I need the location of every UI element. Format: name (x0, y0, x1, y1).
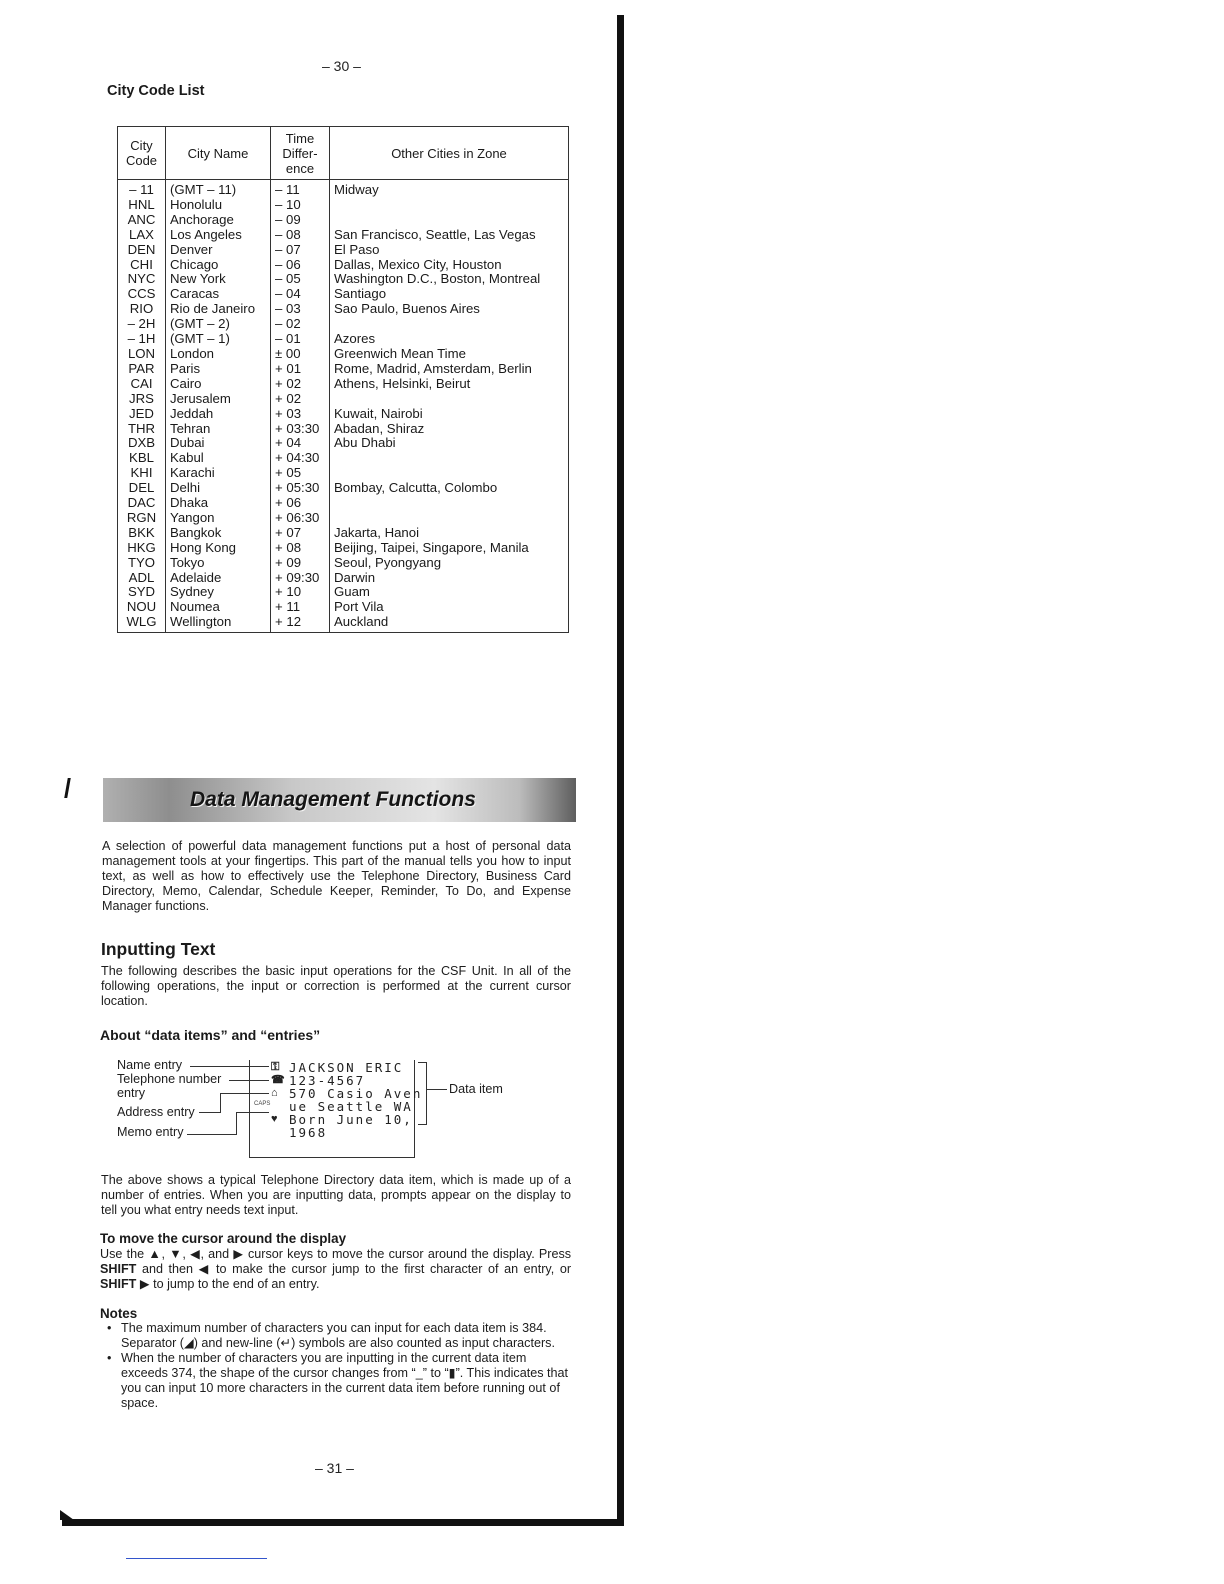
cell-time-difference: + 02 (271, 377, 330, 392)
cursor-block-icon: ▮ (448, 1366, 456, 1380)
cursor-text-2: cursor keys to move the cursor around the display. Press (247, 1247, 572, 1261)
cell-city-name: (GMT – 2) (166, 317, 271, 332)
cell-other-cities (330, 213, 569, 228)
cell-time-difference: + 03:30 (271, 422, 330, 437)
cell-other-cities (330, 496, 569, 511)
cell-city-name: Noumea (166, 600, 271, 615)
cell-other-cities: Athens, Helsinki, Beirut (330, 377, 569, 392)
cell-city-code: TYO (118, 556, 166, 571)
cell-city-code: LON (118, 347, 166, 362)
cell-other-cities (330, 317, 569, 332)
cell-city-name: Bangkok (166, 526, 271, 541)
cell-city-name: Paris (166, 362, 271, 377)
table-row (118, 556, 569, 571)
cell-time-difference: – 03 (271, 302, 330, 317)
bracket-bottom (418, 1124, 426, 1125)
cell-city-code: LAX (118, 228, 166, 243)
page-number-bottom: – 31 – (315, 1460, 354, 1476)
bracket-top (418, 1062, 426, 1063)
label-data-item: Data item (449, 1082, 503, 1096)
table-row (118, 451, 569, 466)
table-row (118, 347, 569, 362)
cell-city-name: (GMT – 11) (166, 180, 271, 198)
cell-other-cities: Darwin (330, 571, 569, 586)
lcd-line-4: ue Seattle WA (289, 1099, 413, 1114)
cell-city-name: (GMT – 1) (166, 332, 271, 347)
table-row (118, 600, 569, 615)
cell-city-code: – 1H (118, 332, 166, 347)
table-row (118, 511, 569, 526)
cell-other-cities: Auckland (330, 615, 569, 632)
cell-time-difference: – 08 (271, 228, 330, 243)
table-row (118, 228, 569, 243)
cell-other-cities: El Paso (330, 243, 569, 258)
lcd-line-2: 123-4567 (289, 1073, 366, 1088)
cell-city-code: BKK (118, 526, 166, 541)
cell-city-code: WLG (118, 615, 166, 632)
cell-other-cities: Port Vila (330, 600, 569, 615)
cell-other-cities: Beijing, Taipei, Singapore, Manila (330, 541, 569, 556)
page-corner-mark (60, 1510, 74, 1520)
table-row (118, 332, 569, 347)
label-telephone-number: Telephone number (117, 1072, 222, 1086)
cursor-text-3: and then (141, 1262, 194, 1276)
cell-city-code: JED (118, 407, 166, 422)
cell-time-difference: – 06 (271, 258, 330, 273)
cell-city-code: KHI (118, 466, 166, 481)
table-row (118, 362, 569, 377)
cell-time-difference: – 11 (271, 180, 330, 198)
table-row (118, 243, 569, 258)
cell-city-code: THR (118, 422, 166, 437)
label-name-entry: Name entry (117, 1058, 183, 1072)
table-header-row (118, 127, 569, 180)
lcd-line-5: Born June 10, (289, 1112, 413, 1127)
cell-city-name: Hong Kong (166, 541, 271, 556)
table-row (118, 377, 569, 392)
cell-time-difference: – 05 (271, 272, 330, 287)
heading-about-data-items: About “data items” and “entries” (100, 1027, 321, 1043)
cell-city-code: ANC (118, 213, 166, 228)
name-icon: ⚿ (271, 1061, 280, 1073)
right-arrow-icon: ▶ (139, 1277, 150, 1291)
intro-paragraph: A selection of powerful data management functions put a host of personal data management tools at your fingertips. This part of the manual tells you how to input text, as well as how to effectively use the Telephone Directory, Business Card Directory, Memo, Calendar, Schedule Keeper, Reminder, To Do, and Expense Manager functions. (102, 839, 571, 913)
cell-time-difference: – 07 (271, 243, 330, 258)
cell-city-name: Delhi (166, 481, 271, 496)
table-row (118, 466, 569, 481)
cell-other-cities: Abadan, Shiraz (330, 422, 569, 437)
table-row (118, 526, 569, 541)
note-item-2: • When the number of characters you are inputting in the current data item exceeds 374, the shape of the cursor changes from “_” to “▮”. This indicates that you can input 10 more characters in the current data item before running out of space. (101, 1351, 571, 1411)
cell-city-code: NYC (118, 272, 166, 287)
page-number-top: – 30 – (322, 58, 361, 74)
city-code-table (117, 126, 569, 633)
cell-time-difference: – 09 (271, 213, 330, 228)
down-arrow-icon: ▼ (169, 1247, 183, 1261)
cell-time-difference: + 02 (271, 392, 330, 407)
cursor-text-1: Use the (100, 1247, 145, 1261)
cell-time-difference: + 05:30 (271, 481, 330, 496)
cell-city-name: London (166, 347, 271, 362)
cell-other-cities (330, 511, 569, 526)
cell-other-cities: Azores (330, 332, 569, 347)
cell-city-name: New York (166, 272, 271, 287)
city-code-table-wrap (117, 126, 569, 633)
cell-city-code: – 2H (118, 317, 166, 332)
cursor-text-4: to make the cursor jump to the first character of an entry, or (216, 1262, 572, 1276)
inputting-paragraph: The following describes the basic input operations for the CSF Unit. In all of the following operations, the input or correction is performed at the current cursor location. (101, 964, 571, 1008)
cell-other-cities (330, 392, 569, 407)
cursor-paragraph: Use the ▲, ▼, ◀, and ▶ cursor keys to move the cursor around the display. Press SHIFT and then ◀ to make the cursor jump to the first character of an entry, or SHIFT ▶ to jump to the end of an entry. (100, 1247, 572, 1291)
cell-city-code: HKG (118, 541, 166, 556)
bracket-leader (427, 1089, 447, 1090)
cell-other-cities: Kuwait, Nairobi (330, 407, 569, 422)
cell-other-cities: Jakarta, Hanoi (330, 526, 569, 541)
left-arrow-icon: ◀ (198, 1262, 211, 1276)
cell-other-cities: Greenwich Mean Time (330, 347, 569, 362)
cell-time-difference: + 05 (271, 466, 330, 481)
cell-time-difference: ± 00 (271, 347, 330, 362)
cell-time-difference: + 09:30 (271, 571, 330, 586)
lcd-line-1: JACKSON ERIC (289, 1060, 404, 1075)
table-row (118, 392, 569, 407)
cell-city-name: Karachi (166, 466, 271, 481)
cell-other-cities: Santiago (330, 287, 569, 302)
cell-city-code: DAC (118, 496, 166, 511)
table-row (118, 407, 569, 422)
table-body (118, 180, 569, 633)
data-item-explanation: The above shows a typical Telephone Directory data item, which is made up of a number of entries. When you are inputting data, prompts appear on the display to tell you what entry needs text input. (101, 1173, 571, 1217)
cell-city-code: PAR (118, 362, 166, 377)
cell-other-cities: Abu Dhabi (330, 436, 569, 451)
cell-city-name: Jerusalem (166, 392, 271, 407)
table-row (118, 258, 569, 273)
telephone-icon: ☎ (271, 1074, 285, 1086)
label-address-entry: Address entry (117, 1105, 195, 1119)
table-row (118, 436, 569, 451)
left-arrow-icon: ◀ (190, 1247, 201, 1261)
table-row (118, 213, 569, 228)
bracket-vertical (426, 1062, 427, 1125)
section-title-city-code-list: City Code List (107, 83, 205, 99)
cursor-text-and: , and (200, 1247, 230, 1261)
cell-city-name: Rio de Janeiro (166, 302, 271, 317)
cell-city-code: DEN (118, 243, 166, 258)
header-city-code: City Code (118, 127, 166, 180)
heading-move-cursor: To move the cursor around the display (100, 1231, 347, 1246)
cell-time-difference: + 12 (271, 615, 330, 632)
cell-city-code: – 11 (118, 180, 166, 198)
lcd-line-3: 570 Casio Aven (289, 1086, 423, 1101)
lcd-line-6: 1968 (289, 1125, 328, 1140)
cell-other-cities: Washington D.C., Boston, Montreal (330, 272, 569, 287)
memo-icon: ♥ (271, 1113, 278, 1125)
cell-city-code: NOU (118, 600, 166, 615)
cell-time-difference: – 10 (271, 198, 330, 213)
cell-city-code: DXB (118, 436, 166, 451)
table-row (118, 422, 569, 437)
table-row (118, 496, 569, 511)
scan-blue-line (126, 1558, 267, 1559)
cell-city-code: CHI (118, 258, 166, 273)
cell-city-name: Dhaka (166, 496, 271, 511)
address-icon: ⌂ (271, 1087, 278, 1099)
cell-other-cities: Seoul, Pyongyang (330, 556, 569, 571)
cell-city-name: Wellington (166, 615, 271, 632)
cell-city-code: CAI (118, 377, 166, 392)
heading-inputting-text: Inputting Text (101, 939, 216, 959)
cell-other-cities: San Francisco, Seattle, Las Vegas (330, 228, 569, 243)
cell-time-difference: + 08 (271, 541, 330, 556)
cell-time-difference: + 07 (271, 526, 330, 541)
shift-key: SHIFT (100, 1262, 137, 1276)
cell-time-difference: + 10 (271, 585, 330, 600)
caps-indicator: CAPS (254, 1101, 271, 1107)
table-row (118, 198, 569, 213)
cell-city-name: Anchorage (166, 213, 271, 228)
leader-memo-h (187, 1134, 236, 1135)
cell-city-name: Sydney (166, 585, 271, 600)
table-row (118, 317, 569, 332)
cell-city-code: RIO (118, 302, 166, 317)
cell-other-cities: Rome, Madrid, Amsterdam, Berlin (330, 362, 569, 377)
table-row (118, 180, 569, 198)
cell-city-name: Dubai (166, 436, 271, 451)
cell-city-name: Adelaide (166, 571, 271, 586)
table-row (118, 272, 569, 287)
leader-address-h (199, 1112, 220, 1113)
cell-time-difference: + 04 (271, 436, 330, 451)
right-arrow-icon: ▶ (233, 1247, 244, 1261)
cell-city-code: DEL (118, 481, 166, 496)
cell-other-cities: Midway (330, 180, 569, 198)
label-telephone-entry: entry (117, 1086, 145, 1100)
cell-other-cities (330, 466, 569, 481)
note-item-1: • The maximum number of characters you can input for each data item is 384. Separator (◢) and new-line (↵) symbols are also counted as input characters. (101, 1321, 571, 1351)
header-time-difference: Time Differ- ence (271, 127, 330, 180)
table-row (118, 481, 569, 496)
separator-icon: ◢ (184, 1336, 194, 1350)
heading-notes: Notes (100, 1306, 138, 1321)
up-arrow-icon: ▲ (148, 1247, 162, 1261)
label-memo-entry: Memo entry (117, 1125, 184, 1139)
cell-other-cities: Guam (330, 585, 569, 600)
margin-mark (64, 778, 71, 798)
cell-city-code: SYD (118, 585, 166, 600)
table-row (118, 302, 569, 317)
cell-city-name: Tokyo (166, 556, 271, 571)
newline-icon: ↵ (280, 1336, 292, 1350)
cell-time-difference: – 02 (271, 317, 330, 332)
cell-time-difference: + 11 (271, 600, 330, 615)
banner-title: Data Management Functions (190, 788, 476, 811)
cell-time-difference: + 09 (271, 556, 330, 571)
header-other-cities: Other Cities in Zone (330, 127, 569, 180)
cell-time-difference: – 01 (271, 332, 330, 347)
header-city-name: City Name (166, 127, 271, 180)
table-row (118, 615, 569, 632)
leader-memo-v (236, 1112, 237, 1135)
cell-city-name: Yangon (166, 511, 271, 526)
cell-time-difference: + 06 (271, 496, 330, 511)
cursor-underscore-icon: _ (415, 1366, 423, 1380)
cell-time-difference: + 01 (271, 362, 330, 377)
cell-time-difference: + 06:30 (271, 511, 330, 526)
cell-city-name: Cairo (166, 377, 271, 392)
leader-address-v (220, 1093, 221, 1113)
cell-other-cities (330, 198, 569, 213)
cell-time-difference: – 04 (271, 287, 330, 302)
cell-time-difference: + 03 (271, 407, 330, 422)
page-spine-edge (617, 15, 624, 1526)
cell-other-cities: Sao Paulo, Buenos Aires (330, 302, 569, 317)
cell-city-code: HNL (118, 198, 166, 213)
cell-city-name: Chicago (166, 258, 271, 273)
cursor-text-5: to jump to the end of an entry. (153, 1277, 320, 1291)
table-row (118, 287, 569, 302)
table-row (118, 571, 569, 586)
cell-city-code: RGN (118, 511, 166, 526)
cell-city-code: ADL (118, 571, 166, 586)
cell-city-name: Kabul (166, 451, 271, 466)
cell-city-name: Jeddah (166, 407, 271, 422)
shift-key: SHIFT (100, 1277, 137, 1291)
cell-time-difference: + 04:30 (271, 451, 330, 466)
cell-city-name: Tehran (166, 422, 271, 437)
cell-city-name: Denver (166, 243, 271, 258)
table-row (118, 541, 569, 556)
cell-other-cities: Dallas, Mexico City, Houston (330, 258, 569, 273)
cell-city-name: Caracas (166, 287, 271, 302)
cell-city-code: KBL (118, 451, 166, 466)
cell-city-code: CCS (118, 287, 166, 302)
cell-city-name: Los Angeles (166, 228, 271, 243)
table-row (118, 585, 569, 600)
cell-other-cities (330, 451, 569, 466)
cell-other-cities: Bombay, Calcutta, Colombo (330, 481, 569, 496)
page-bottom-edge (62, 1519, 622, 1526)
cell-city-name: Honolulu (166, 198, 271, 213)
notes-list (101, 1321, 571, 1411)
cell-city-code: JRS (118, 392, 166, 407)
